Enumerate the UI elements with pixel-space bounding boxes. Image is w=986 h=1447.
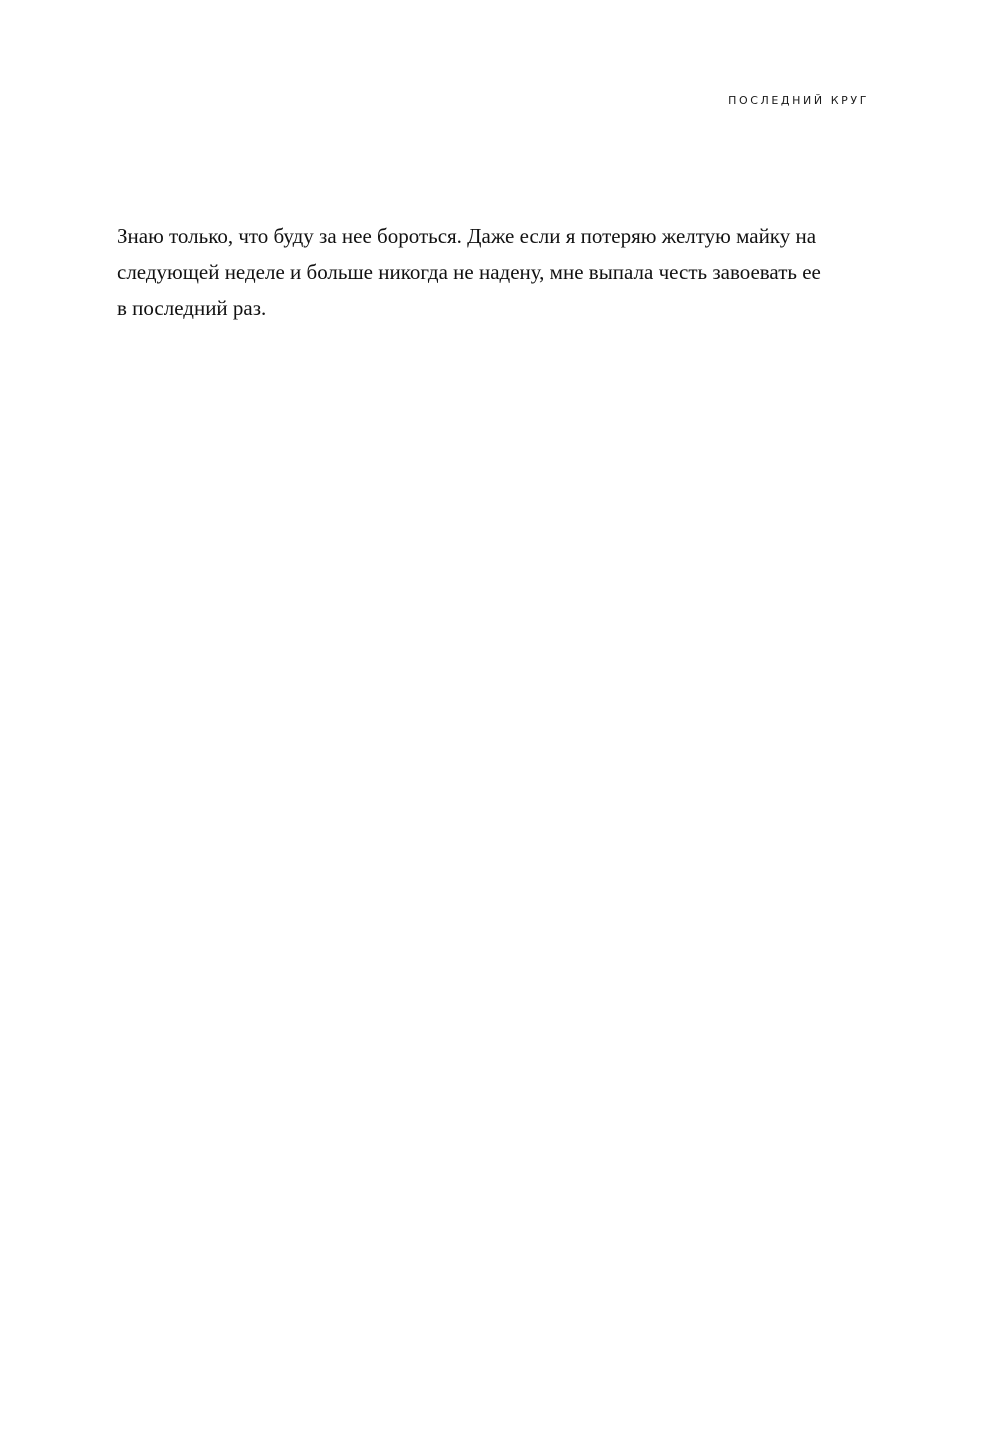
paragraph-line: следующей неделе и больше никогда не надену, мне выпала честь завоевать ее [117, 260, 821, 284]
paragraph-line: в последний раз. [117, 296, 267, 320]
paragraph-line: Знаю только, что буду за нее бороться. Даже если я потеряю желтую майку на [117, 224, 817, 248]
body-paragraph [117, 218, 877, 326]
running-head-title: ПОСЛЕДНИЙ КРУГ [728, 94, 869, 107]
